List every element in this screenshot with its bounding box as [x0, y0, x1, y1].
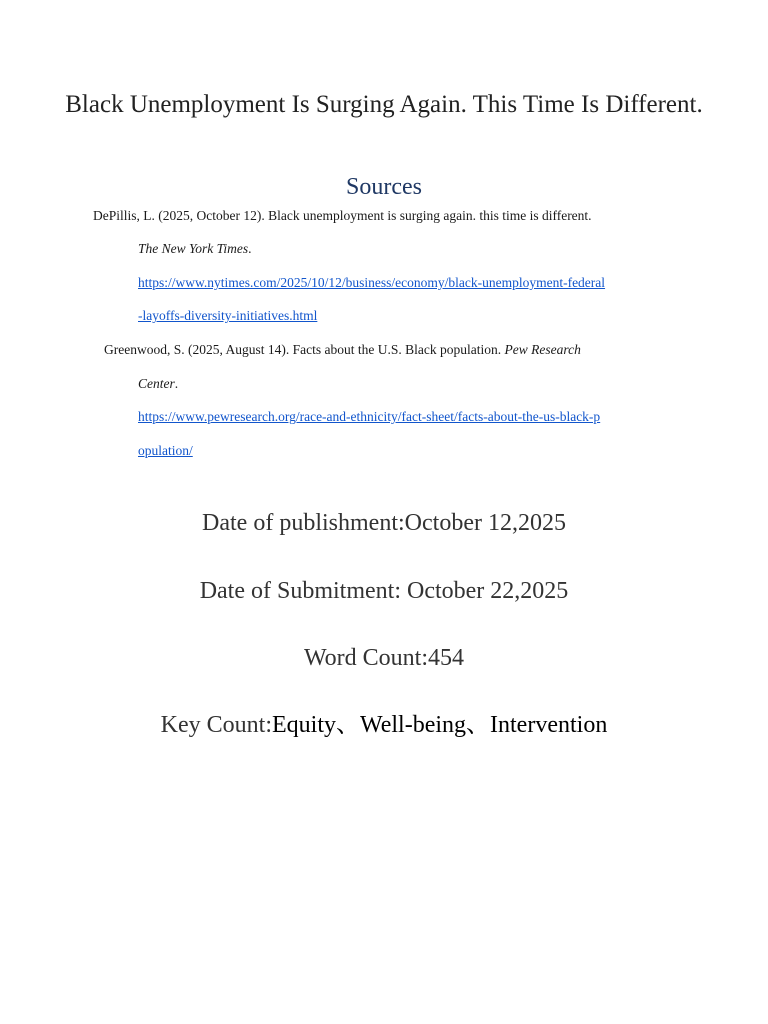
- submission-date: [0, 576, 768, 606]
- reference-depillis-citation: DePillis, L. (2025, October 12). Black unemployment is surging again. this time is different.: [93, 208, 592, 223]
- page-title: Black Unemployment Is Surging Again. This Time Is Different.: [65, 91, 703, 118]
- publication-date: [0, 508, 768, 538]
- reference-depillis-url-line-2: [138, 307, 317, 324]
- publication-date-value: October 12,2025: [404, 510, 566, 536]
- key-count-values: Equity、Well-being、Intervention: [272, 712, 608, 738]
- key-count-label: Key Count:: [160, 712, 272, 738]
- word-count-value: 454: [428, 645, 465, 671]
- reference-depillis-url-line-1: [138, 274, 605, 291]
- key-count: [0, 710, 768, 740]
- citation-text: Greenwood, S. (2025, August 14). Facts about the U.S. Black population.: [104, 342, 505, 357]
- journal-suffix: .: [174, 376, 179, 391]
- submission-date-value: October 22,2025: [407, 578, 569, 604]
- reference-greenwood-journal: [138, 375, 178, 392]
- reference-greenwood-citation: [104, 341, 581, 358]
- nytimes-link[interactable]: https://www.nytimes.com/2025/10/12/business/economy/black-unemployment-federal: [138, 275, 606, 290]
- pewresearch-link[interactable]: https://www.pewresearch.org/race-and-ethnicity/fact-sheet/facts-about-the-us-black-p: [138, 409, 601, 424]
- publication-date-label: Date of publishment:: [202, 510, 405, 536]
- reference-greenwood-url-line-1: [138, 408, 600, 425]
- nytimes-link-continued[interactable]: -layoffs-diversity-initiatives.html: [138, 308, 318, 323]
- journal-title: The New York Times: [138, 241, 249, 256]
- publisher-italic: Pew Research: [504, 342, 581, 357]
- word-count: [0, 643, 768, 673]
- pewresearch-link-continued[interactable]: opulation/: [138, 443, 193, 458]
- reference-greenwood-url-line-2: [138, 442, 193, 459]
- reference-depillis-journal: [138, 240, 252, 257]
- submission-date-label: Date of Submitment:: [199, 578, 401, 604]
- word-count-label: Word Count:: [303, 645, 429, 671]
- sources-heading: Sources: [346, 174, 422, 200]
- journal-title: Center: [138, 376, 175, 391]
- journal-suffix: .: [248, 241, 252, 256]
